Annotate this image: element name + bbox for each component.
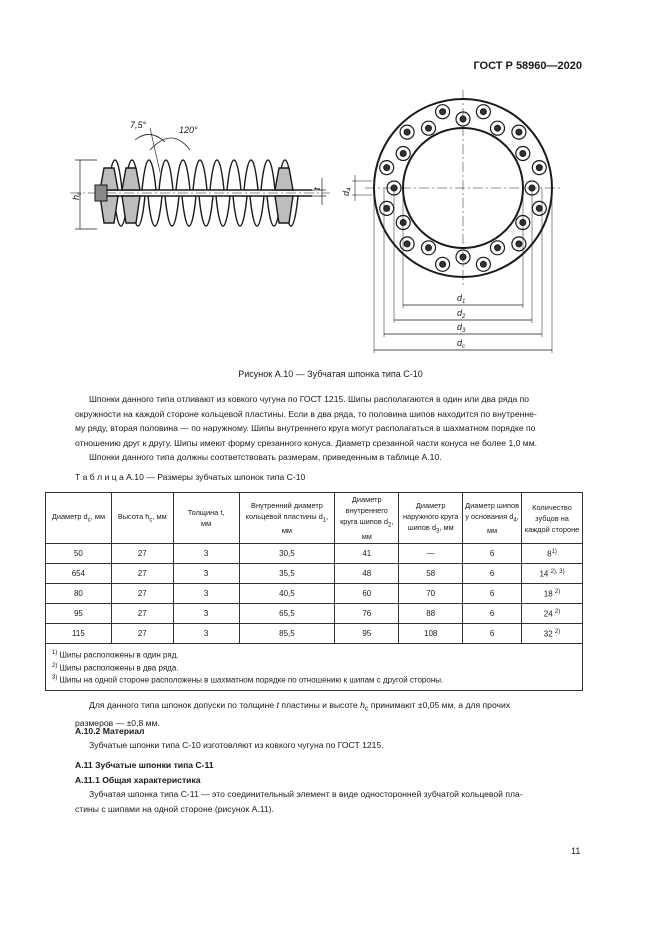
inner-spike-tip (460, 254, 466, 260)
side-view-drawing (70, 128, 330, 229)
upper-coil (159, 160, 173, 190)
outer-spike-tip (516, 129, 522, 135)
inner-spike-tip (460, 116, 466, 122)
dimensions-table (45, 492, 583, 691)
table-cell: 48 (335, 564, 399, 584)
tolerance-paragraph: Для данного типа шпонок допуски по толщине t пластины и высоте $h_c$ принимают ±0,05 мм, а для прочих размеров — ±0,8 мм. (75, 700, 511, 729)
table-cell: 3 (173, 584, 239, 604)
section-heading-material: А.10.2 Материал (75, 726, 145, 736)
inner-spike-tip (426, 125, 432, 131)
d2-label: $d_2$ (457, 308, 466, 320)
table-cell: 95 (46, 604, 112, 624)
table-cell: 58 (399, 564, 463, 584)
lower-coil (250, 196, 264, 226)
d1-label: $d_1$ (457, 293, 466, 305)
table-footnotes-row (46, 644, 583, 691)
table-cell: 6 (463, 544, 522, 564)
figure-a10 (0, 0, 661, 365)
lower-coil (165, 196, 179, 226)
section-heading-c11: А.11 Зубчатые шпонки типа С-11 (75, 760, 214, 770)
lower-coil (216, 196, 230, 226)
table-cell: 18 $^{2)}$ (522, 584, 583, 604)
thickness-label: t (312, 187, 322, 190)
outer-spike-tip (404, 241, 410, 247)
lower-coil (199, 196, 213, 226)
table-cell: 8$^{1)}$ (522, 544, 583, 564)
ring-view-labels (341, 187, 466, 350)
intro-line: Шпонки данного типа должны соответствовать размерам, приведенным в таблице А.10. (89, 452, 442, 463)
table-row (46, 564, 583, 584)
table-cell: 88 (399, 604, 463, 624)
table-row (46, 604, 583, 624)
section-heading-general: А.11.1 Общая характеристика (75, 775, 201, 785)
intro-line: окружности на каждой стороне кольцевой пластины. Если в два ряда, то половина шипов находится по внутренне- (75, 408, 537, 419)
general-text: Зубчатая шпонка типа С-11 — это соединительный элемент в виде односторонней зубчатой кольцевой пла- стины с шипами на одной стороне (рисунок А.11). (75, 789, 523, 814)
table-cell: 76 (335, 604, 399, 624)
footnote: Шипы на одной стороне расположены в шахматном порядке по отношению к шипам с другой стороны. (59, 675, 444, 685)
upper-coil (210, 160, 224, 190)
header-cell: Диаметр наружного круга шипов $d_3$, мм (399, 493, 463, 544)
table-cell: 27 (111, 604, 173, 624)
outer-spike-tip (480, 109, 486, 115)
d4-label: $d_4$ (341, 187, 353, 196)
table-cell: 6 (463, 604, 522, 624)
footnote: Шипы расположены в один ряд. (59, 650, 179, 660)
header-cell: Высота $h_c$, мм (111, 493, 173, 544)
upper-coil (142, 160, 156, 190)
upper-coil (227, 160, 241, 190)
table-cell: 654 (46, 564, 112, 584)
outer-spike-tip (536, 205, 542, 211)
tooth-mid-lower (122, 196, 140, 223)
table-cell: 40,5 (239, 584, 335, 604)
table-row (46, 544, 583, 564)
material-text: Зубчатые шпонки типа С-10 изготовляют из ковкого чугуна по ГОСТ 1215. (89, 740, 384, 750)
intro-line: Шпонки данного типа отливают из ковкого чугуна по ГОСТ 1215. Шипы располагаются в один или два ряда по (89, 394, 530, 404)
table-cell: 35,5 (239, 564, 335, 584)
table-cell: 115 (46, 624, 112, 644)
footnote: Шипы расположены в два ряда. (59, 663, 179, 673)
inner-spike-tip (520, 151, 526, 157)
table-cell: 6 (463, 564, 522, 584)
outer-spike-tip (404, 129, 410, 135)
inner-spike-tip (426, 245, 432, 251)
table-cell: — (399, 544, 463, 564)
header-cell: Диаметр шипов у основания $d_4$, мм (463, 493, 522, 544)
outer-spike-tip (480, 261, 486, 267)
tooth-mid-upper (122, 168, 140, 190)
lower-coil (148, 196, 162, 226)
table-cell: 30,5 (239, 544, 335, 564)
outer-spike-tip (516, 241, 522, 247)
table-cell: 32 $^{2)}$ (522, 624, 583, 644)
height-label: $h_c$ (71, 191, 83, 200)
table-cell: 85,5 (239, 624, 335, 644)
upper-coil (193, 160, 207, 190)
angle-leader (150, 128, 160, 172)
table-cell: 27 (111, 584, 173, 604)
outer-spike-tip (440, 109, 446, 115)
table-cell: 27 (111, 544, 173, 564)
table-cell: 50 (46, 544, 112, 564)
outer-spike-tip (384, 165, 390, 171)
header-cell: Диаметр $d_c$, мм (46, 493, 112, 544)
table-cell: 14 $^{2), 3)}$ (522, 564, 583, 584)
angle-label-small: 7,5° (130, 120, 147, 130)
table-cell: 60 (335, 584, 399, 604)
tooth-right-lower (275, 196, 293, 223)
table-caption: Т а б л и ц а А.10 — Размеры зубчатых шпонок типа С-10 (75, 472, 306, 482)
header-cell: Внутренний диаметр кольцевой пластины $d_1$, мм (239, 493, 335, 544)
tooth-base (95, 185, 107, 201)
outer-spike-tip (536, 165, 542, 171)
upper-coil (176, 160, 190, 190)
intro-paragraph (75, 392, 583, 465)
angle-arc-large (150, 138, 190, 150)
header-cell: Диаметр внутреннего круга шипов $d_2$, мм (335, 493, 399, 544)
inner-spike-tip (400, 151, 406, 157)
figure-caption: Рисунок А.10 — Зубчатая шпонка типа С-10 (238, 369, 423, 379)
table-row (46, 624, 583, 644)
table-cell: 3 (173, 564, 239, 584)
standard-header: ГОСТ Р 58960—2020 (473, 60, 582, 72)
angle-label-large: 120° (179, 125, 198, 135)
table-cell: 95 (335, 624, 399, 644)
lower-coil (233, 196, 247, 226)
dc-label: $d_c$ (457, 338, 466, 350)
table-cell: 6 (463, 624, 522, 644)
table-cell: 80 (46, 584, 112, 604)
table-cell: 65,5 (239, 604, 335, 624)
table-cell: 108 (399, 624, 463, 644)
upper-coil (261, 160, 275, 190)
table-header-row (46, 493, 583, 544)
outer-spike-tip (440, 261, 446, 267)
intro-line: отношению друг к другу. Шипы имеют форму срезанного конуса. Диаметр срезанной части конуса не более 1,0 мм. (75, 437, 537, 448)
table-cell: 24 $^{2)}$ (522, 604, 583, 624)
header-cell: Количество зубцов на каждой стороне (522, 493, 583, 544)
page-number: 11 (571, 846, 581, 856)
inner-spike-tip (495, 125, 501, 131)
lower-coil (182, 196, 196, 226)
table-cell: 27 (111, 564, 173, 584)
table-cell: 41 (335, 544, 399, 564)
inner-spike-tip (495, 245, 501, 251)
table-row (46, 584, 583, 604)
table-cell: 3 (173, 544, 239, 564)
upper-coil (244, 160, 258, 190)
table-cell: 70 (399, 584, 463, 604)
intro-line: му ряду, вторая половина — по наружному. Шипы внутреннего круга могут располагаться в шахматном порядке по (75, 423, 536, 434)
table-cell: 3 (173, 624, 239, 644)
table-cell: 6 (463, 584, 522, 604)
table-cell: 27 (111, 624, 173, 644)
table-cell: 3 (173, 604, 239, 624)
d3-label: $d_3$ (457, 322, 466, 334)
table-footnotes: $^{1)}$ Шипы расположены в один ряд. $^{2)}$ Шипы расположены в два ряда. $^{3)}$ Шипы на одной стороне расположены в шахматном порядке по отношению к шипам с другой стороны. (46, 644, 583, 691)
outer-spike-tip (384, 205, 390, 211)
tooth-right-upper (275, 168, 293, 190)
header-cell: Толщина t, мм (173, 493, 239, 544)
